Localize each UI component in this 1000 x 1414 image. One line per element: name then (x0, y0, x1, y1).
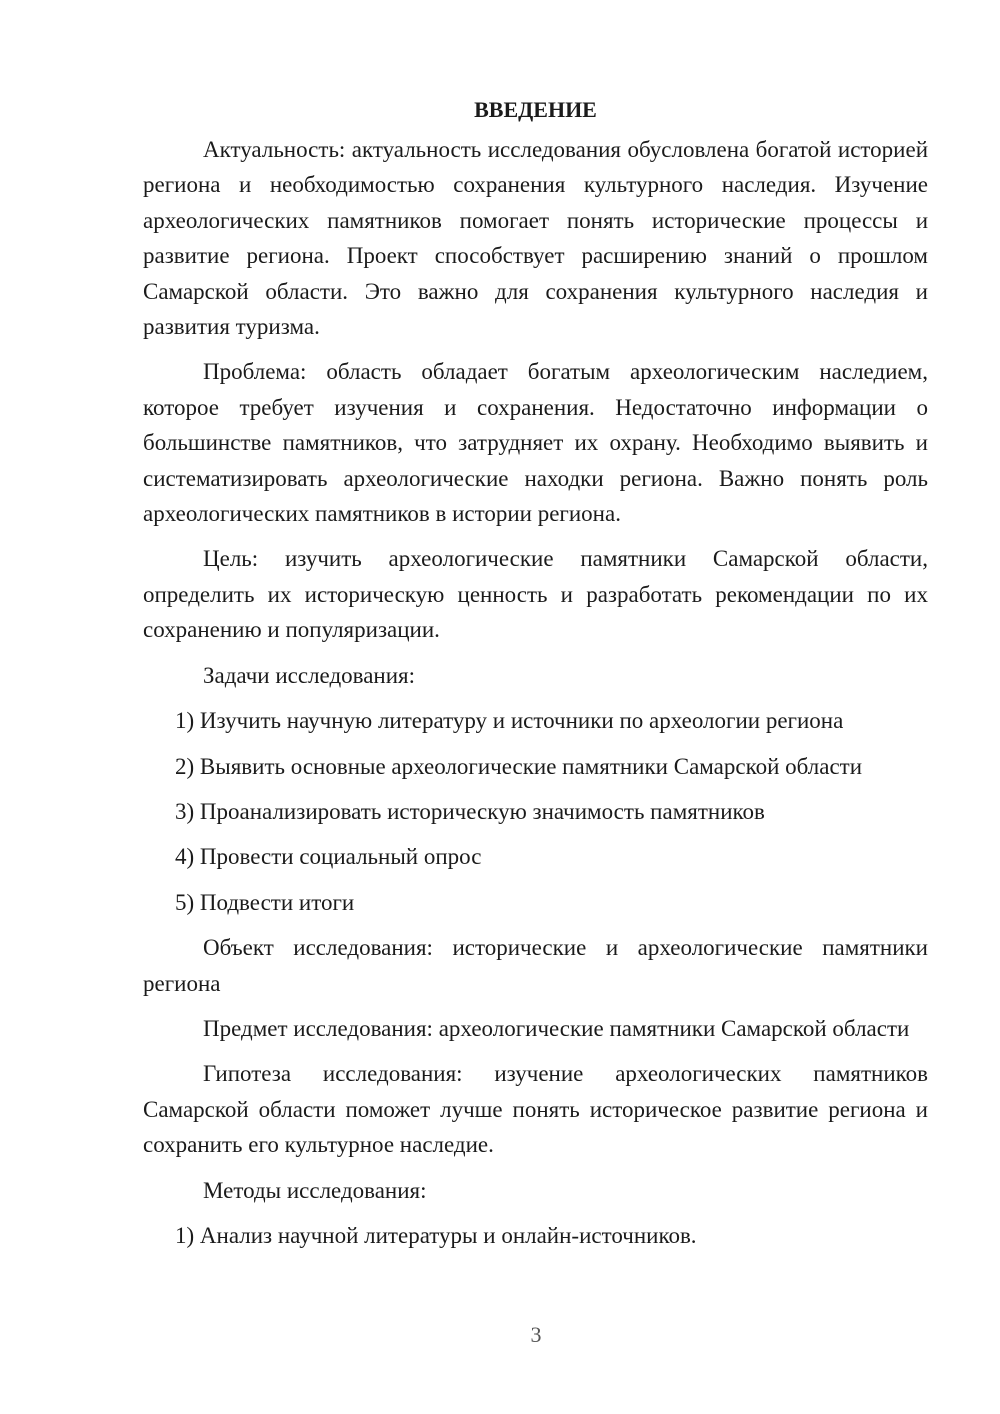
section-title: ВВЕДЕНИЕ (474, 97, 597, 122)
object-paragraph: Объект исследования: исторические и археологические памятники региона (143, 935, 928, 996)
problem-paragraph: Проблема: область обладает богатым археологическим наследием, которое требует изучения и сохранения. Недостаточно информации о большинстве памятников, что затрудняет их охрану. Необходимо выявить и систематизировать археологические находки региона. Важно понять роль археологических памятников в истории региона. (143, 359, 928, 527)
tasks-heading: Задачи исследования: (203, 662, 416, 688)
list-item: 2) Выявить основные археологические памятники Самарской области (175, 753, 863, 779)
list-item: 1) Анализ научной литературы и онлайн-источников. (175, 1222, 697, 1248)
methods-list (143, 1218, 928, 1253)
subject-paragraph: Предмет исследования: археологические памятники Самарской области (203, 1015, 910, 1041)
methods-heading: Методы исследования: (203, 1177, 427, 1203)
page-number: 3 (530, 1322, 542, 1347)
list-item: 1) Изучить научную литературу и источники по археологии региона (175, 708, 844, 734)
list-item: 5) Подвести итоги (175, 889, 355, 915)
list-item: 4) Провести социальный опрос (175, 844, 482, 870)
tasks-list (143, 703, 928, 920)
hypothesis-paragraph: Гипотеза исследования: изучение археологических памятников Самарской области поможет лучше понять историческое развитие региона и сохранить его культурное наследие. (143, 1061, 928, 1158)
list-item: 3) Проанализировать историческую значимость памятников (175, 798, 765, 824)
relevance-paragraph: Актуальность: актуальность исследования обусловлена богатой историей региона и необходимостью сохранения культурного наследия. Изучение археологических памятников помогает понять исторические процессы и развитие региона. Проект способствует расширению знаний о прошлом Самарской области. Это важно для сохранения культурного наследия и развития туризма. (143, 137, 928, 340)
goal-paragraph: Цель: изучить археологические памятники Самарской области, определить их историческую ценность и разработать рекомендации по их сохранению и популяризации. (143, 546, 928, 643)
page-content (143, 92, 928, 1263)
